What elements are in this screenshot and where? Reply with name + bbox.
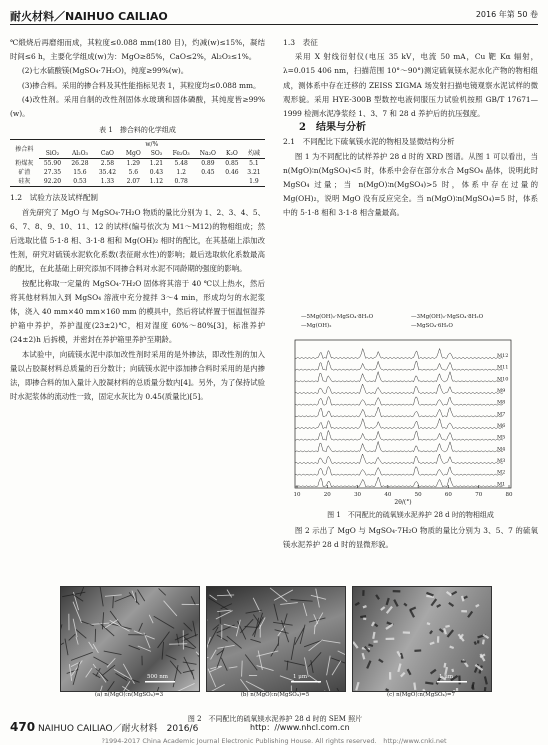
sem-texture	[322, 640, 341, 643]
table-cell: 0.85	[221, 159, 243, 169]
sem-texture	[355, 603, 359, 605]
table-row	[10, 159, 265, 169]
section-heading: 1.2 试验方法及试样配制	[10, 191, 265, 205]
xrd-trace	[295, 372, 503, 382]
paragraph: (4)改性剂。采用自制的改性剂固体水玻璃和固体磷酸，其纯度皆≥99%(w)。	[10, 93, 265, 121]
sem-texture	[123, 664, 134, 684]
sem-texture	[253, 598, 260, 612]
sem-texture	[61, 624, 62, 639]
sem-texture	[444, 663, 445, 668]
table-cell: 35.42	[94, 168, 122, 177]
table-cell	[221, 177, 243, 187]
sem-texture	[71, 652, 93, 660]
sem-panel-b	[206, 586, 346, 692]
table-header-cell: SO₃	[145, 149, 167, 159]
sem-texture	[93, 657, 108, 665]
sem-texture	[208, 684, 225, 691]
sem-texture	[242, 661, 243, 677]
sem-texture	[122, 681, 130, 691]
xrd-trace	[295, 467, 503, 476]
sample-label: M11	[497, 365, 508, 371]
sem-texture	[246, 610, 262, 613]
sem-texture	[387, 598, 389, 605]
xrd-trace	[295, 419, 503, 429]
section-title: 2 结果与分析	[283, 121, 538, 135]
sem-texture	[208, 598, 227, 610]
sem-texture	[198, 656, 199, 665]
sem-texture	[314, 625, 315, 634]
sem-texture	[170, 661, 181, 674]
sem-texture	[439, 629, 443, 632]
sem-texture	[387, 607, 392, 614]
sem-texture	[449, 603, 454, 606]
legend-entry: —MgSO₄·6H₂O	[411, 323, 453, 329]
xrd-trace	[295, 430, 503, 440]
table-cell: 5.1	[243, 159, 265, 169]
sample-label: M7	[497, 411, 505, 417]
sem-texture	[110, 620, 130, 631]
sem-texture	[332, 661, 341, 675]
legend-entry: —5Mg(OH)₂·MgSO₄·8H₂O	[301, 313, 374, 320]
sem-texture	[72, 661, 83, 676]
table-cell: 5.6	[121, 168, 145, 177]
paragraph: 采用 X 射线衍射仪(电压 35 kV，电流 50 mA，Cu 靶 Kα 辐射，λ=0.015 406 nm，扫描范围 10°～90°)测定硫氧镁水泥水化产物的物相组成，测体系中存在迁移的 ZEISS ΣIGMA 场发射扫描电镜观察水泥试样的微观形貌。采用 HYE-300B 型数控电液伺服压力试验机按照 GB/T 17671—1999 检测水泥净浆经 1、3、7 和 28 d 养护后的抗压强度。	[283, 50, 538, 121]
legend-entry: —3Mg(OH)₂·MgSO₄·8H₂O	[411, 313, 484, 320]
xrd-trace	[295, 361, 503, 371]
sem-texture	[386, 689, 389, 690]
table-cell: 0.46	[221, 168, 243, 177]
sem-texture	[125, 677, 140, 682]
sem-texture	[217, 595, 234, 596]
copyright-line: ?1994-2017 China Academic Journal Electronic Publishing House. All rights reserved. http://www.cnki.net	[0, 736, 548, 745]
right-column-lower	[283, 524, 538, 552]
xrd-figure	[283, 310, 538, 505]
sem-texture	[159, 588, 166, 595]
sem-texture	[431, 599, 436, 606]
sem-texture	[257, 666, 274, 671]
running-header	[10, 6, 538, 24]
table-cell: 0.43	[145, 168, 167, 177]
sem-texture	[149, 615, 153, 623]
table-cell: 1.29	[121, 159, 145, 169]
xrd-trace	[295, 407, 503, 417]
sem-texture	[308, 652, 321, 666]
sem-texture	[367, 661, 370, 669]
table-header-cell: Al₂O₃	[66, 149, 94, 159]
sem-texture	[381, 607, 385, 610]
x-tick-label: 60	[445, 492, 452, 498]
sem-texture	[76, 637, 78, 645]
sem-texture	[368, 645, 372, 646]
xrd-trace	[295, 441, 503, 452]
sample-label: M6	[497, 423, 505, 429]
sem-texture	[311, 595, 326, 599]
sem-texture	[169, 644, 187, 645]
table-cell: 15.6	[66, 168, 94, 177]
sem-texture	[462, 596, 463, 601]
sem-texture	[271, 644, 279, 657]
sem-texture	[294, 688, 296, 691]
sem-texture	[73, 662, 79, 685]
xrd-trace	[295, 477, 503, 487]
sample-label: M9	[497, 388, 505, 394]
footer-journal: NAIHUO CAILIAO／耐火材料 2016/6	[38, 724, 198, 734]
sample-label: M3	[497, 458, 505, 464]
sem-texture	[184, 623, 192, 631]
sem-texture	[485, 676, 487, 684]
sem-texture	[287, 661, 288, 671]
sem-texture	[217, 645, 234, 648]
sem-texture	[245, 626, 257, 627]
sem-figure	[60, 586, 490, 704]
sem-texture	[450, 647, 454, 648]
sem-panel-a	[60, 586, 200, 692]
sem-texture	[316, 589, 320, 608]
sem-texture	[103, 665, 115, 675]
sem-texture	[291, 637, 295, 660]
sem-texture	[404, 604, 407, 606]
paragraph: 图 1 为不同配比的试样养护 28 d 时的 XRD 图谱。从图 1 可以看出，当 n(MgO)∶n(MgSO₄)<5 时，体系中会存在部分水合 MgSO₄ 晶体，说明此时 MgSO₄ 过量；当 n(MgO)∶n(MgSO₄)>5 时，体系中存在过量的 Mg(OH)₂，说明 MgO 没有反应完全。当 n(MgO)∶n(MgSO₄)=5 时，体系中的 5·1·8 相和 3·1·8 相含量最高。	[283, 150, 538, 221]
sem-texture	[326, 680, 332, 691]
table-header-cell: Fe₂O₃	[167, 149, 194, 159]
sem-texture	[363, 653, 365, 659]
sem-texture	[245, 654, 257, 670]
sem-texture	[208, 669, 216, 687]
table-header-cell: CaO	[94, 149, 122, 159]
sem-texture	[115, 595, 131, 601]
table-cell: 2.58	[94, 159, 122, 169]
sem-texture	[280, 603, 298, 605]
sem-texture	[207, 657, 209, 664]
sem-texture	[99, 686, 102, 691]
sem-texture	[483, 635, 488, 639]
paragraph: ℃煅烧后再磨细而成，其粒度≤0.088 mm(180 目)，灼减(w)≤15%，凝结时间≤6 h，主要化学组成(w)为：MgO≥85%，CaO≤2%，Al₂O₃≤1%。	[10, 36, 265, 64]
x-tick-label: 30	[354, 492, 361, 498]
footer-url: http：//www.nhcl.com.cn	[250, 722, 350, 733]
sem-texture	[69, 634, 76, 640]
sem-texture	[468, 611, 472, 617]
sem-texture	[89, 642, 94, 649]
figure-1-caption: 图 1 不同配比的硫氧镁水泥养护 28 d 时的物相组成	[283, 510, 538, 520]
sample-label: M12	[497, 353, 508, 359]
table-cell: 0.89	[195, 159, 221, 169]
sem-texture	[193, 621, 196, 637]
sem-texture	[164, 601, 177, 616]
sample-label: M10	[497, 376, 508, 382]
sample-label: M1	[497, 481, 505, 487]
sem-texture	[410, 610, 414, 617]
table-header-cell: K₂O	[221, 149, 243, 159]
sem-texture	[80, 587, 84, 596]
sample-label: M8	[497, 400, 505, 406]
sem-texture	[217, 635, 228, 641]
sem-texture	[475, 642, 476, 645]
sem-texture	[408, 669, 411, 675]
sem-texture	[309, 640, 323, 651]
sem-texture	[423, 689, 428, 691]
header-rule	[10, 24, 538, 25]
sem-texture	[93, 664, 106, 682]
sem-texture	[61, 643, 64, 654]
table-cell: 3.21	[243, 168, 265, 177]
sem-texture	[452, 669, 453, 672]
x-tick-label: 50	[415, 492, 422, 498]
sem-texture	[113, 596, 114, 608]
xrd-trace	[295, 397, 503, 406]
sem-texture	[303, 603, 307, 616]
scale-bar-label: 500 nm	[147, 674, 169, 680]
subsection-heading: 2.1 不同配比下硫氧镁水泥的物相及显微结构分析	[283, 135, 538, 149]
sem-texture	[72, 594, 83, 601]
sem-texture	[138, 590, 145, 602]
sem-texture	[338, 651, 345, 661]
sem-texture	[304, 640, 322, 647]
table-cell: 1.2	[167, 168, 194, 177]
table-cell: 1.12	[145, 177, 167, 187]
paragraph: 本试验中，向硫镁水泥中添加改性剂时采用的是外掺法，即改性剂的加入量以占胶凝材料总质量的百分数计；向硫镁水泥中添加掺合料时采用的是内掺法，即掺合料的加入量计入胶凝材料的总质量分数内[4]。另外，为了保持试验时水泥浆体的流动性一致，固定水灰比为 0.45(质量比)[5]。	[10, 348, 265, 405]
table-row	[10, 177, 265, 187]
sem-texture	[184, 646, 194, 649]
table-cell: 55.90	[39, 159, 67, 169]
sem-texture	[375, 624, 378, 626]
composition-table	[10, 139, 265, 187]
xrd-trace	[295, 384, 503, 394]
sem-texture	[86, 668, 92, 677]
sem-texture	[238, 621, 246, 639]
sem-texture	[257, 651, 279, 656]
panel-b-label: (b) n(MgO):n(MgSO₄)=5	[206, 692, 344, 698]
sem-texture	[183, 662, 197, 664]
sem-texture	[102, 681, 114, 691]
sem-texture	[414, 683, 415, 690]
x-tick-label: 40	[384, 492, 391, 498]
sem-texture	[376, 595, 379, 599]
sem-texture	[100, 623, 115, 636]
paragraph: 按配比称取一定量的 MgSO₄·7H₂O 固体将其溶于 40 ℃以上热水，然后将其他材料加入到 MgSO₄ 溶液中充分搅拌 3～4 min，形成均匀的水泥浆体，浇入 40 mm×40 mm×160 mm 的模具中，然后将试样置于恒温恒湿养护箱中养护，养护温度(23±2)℃，相对湿度 60%～80%[3]，标准养护(24±2)h 后拆模，并密封在养护箱里养护至期龄。	[10, 277, 265, 348]
table-cell: 0.45	[195, 168, 221, 177]
legend-entry: —Mg(OH)₂	[301, 322, 331, 329]
table-caption: 表 1 掺合料的化学组成	[10, 123, 265, 137]
sem-texture	[229, 667, 238, 668]
sem-texture	[89, 623, 110, 624]
sem-texture	[394, 600, 398, 607]
sem-texture	[104, 651, 122, 655]
table-row-label: 硅灰	[10, 177, 39, 187]
table-header-cell: 灼减	[243, 149, 265, 159]
sample-label: M4	[497, 446, 505, 452]
sem-texture	[81, 621, 93, 626]
scale-bar-label: 1 μm	[293, 674, 308, 680]
sem-texture	[65, 639, 68, 656]
table-cell: 5.48	[167, 159, 194, 169]
scale-bar-label: 1 μm	[439, 674, 454, 680]
sem-texture	[177, 683, 195, 691]
sem-texture	[73, 592, 78, 610]
table-cell: 1.9	[243, 177, 265, 187]
table-cell: 0.53	[66, 177, 94, 187]
table-cell: 1.21	[145, 159, 167, 169]
journal-title: 耐火材料／NAIHUO CAILIAO	[10, 8, 168, 24]
sem-texture	[327, 656, 331, 676]
sem-texture	[139, 623, 143, 632]
sem-texture	[445, 626, 449, 627]
footer	[10, 720, 538, 734]
table-header-cell: Na₂O	[195, 149, 221, 159]
sem-texture	[397, 651, 400, 656]
issue-info: 2016 年第 50 卷	[476, 9, 538, 20]
sem-texture	[373, 632, 374, 639]
sem-texture	[71, 663, 79, 667]
sem-texture	[427, 623, 430, 624]
sem-texture	[314, 614, 318, 624]
page-number: 470	[10, 720, 35, 734]
table-cell: 26.28	[66, 159, 94, 169]
sem-panel-c	[352, 586, 492, 692]
sem-texture	[240, 679, 250, 691]
sem-texture	[444, 628, 446, 634]
paragraph: 首先研究了 MgO 与 MgSO₄·7H₂O 物质的量比分别为 1、2、3、4、5、6、7、8、9、10、11、12 的试样(编号依次为 M1～M12)的物相组成；然后选取比值 5·1·8 相、3·1·8 相和 Mg(OH)₂ 相时的配比，在其基础上添加改性剂，研究对硫镁水泥软化系数(表征耐水性)的影响；最后选取软化系数最高的配比，在此基础上研究添加不同掺合料对水泥不同龄期的强度的影响。	[10, 206, 265, 277]
sem-texture	[430, 643, 434, 645]
sem-texture	[93, 644, 98, 653]
sem-texture	[183, 670, 194, 673]
x-tick-label: 10	[294, 492, 301, 498]
sem-texture	[274, 604, 278, 621]
table-header-cell: MgO	[121, 149, 145, 159]
sem-texture	[401, 673, 405, 677]
sem-texture	[227, 590, 232, 598]
x-tick-label: 70	[475, 492, 482, 498]
sem-texture	[100, 587, 103, 606]
left-column	[10, 36, 265, 404]
sem-texture	[173, 665, 178, 687]
sem-texture	[356, 682, 358, 690]
scale-bar	[291, 681, 321, 683]
table-cell: 27.35	[39, 168, 67, 177]
sem-texture	[372, 622, 374, 626]
sem-texture	[485, 687, 486, 691]
table-stub: 掺合料	[10, 140, 39, 159]
sem-texture	[138, 646, 151, 651]
sem-texture	[93, 673, 100, 677]
table-cell	[195, 177, 221, 187]
sem-texture	[280, 676, 294, 681]
sem-texture	[464, 596, 468, 598]
sem-texture	[483, 640, 484, 645]
xrd-frame	[295, 340, 511, 488]
table-cell: 1.33	[94, 177, 122, 187]
sem-texture	[360, 616, 366, 617]
sem-texture	[430, 631, 432, 634]
sem-texture	[105, 595, 122, 596]
sem-texture	[154, 616, 174, 628]
sem-texture	[452, 592, 457, 595]
sem-texture	[398, 664, 400, 672]
x-tick-label: 80	[506, 492, 513, 498]
table-cell: 0.78	[167, 177, 194, 187]
sem-texture	[221, 658, 227, 671]
paragraph: (3)掺合料。采用的掺合料及其性能指标见表 1，其粒度均≤0.088 mm。	[10, 79, 265, 93]
sem-texture	[386, 624, 393, 629]
sem-texture	[410, 607, 416, 610]
sem-texture	[96, 668, 108, 681]
sem-texture	[476, 605, 479, 607]
table-row	[10, 168, 265, 177]
sem-texture	[217, 647, 225, 669]
sem-texture	[337, 688, 344, 691]
sem-texture	[129, 592, 139, 604]
sem-texture	[136, 592, 137, 602]
sem-texture	[191, 596, 195, 604]
panel-c-label: (c) n(MgO):n(MgSO₄)=7	[352, 692, 490, 698]
table-row-label: 粉煤灰	[10, 159, 39, 169]
sem-texture	[246, 681, 264, 690]
panel-a-label: (a) n(MgO):n(MgSO₄)=3	[60, 692, 198, 698]
sem-texture	[425, 683, 433, 684]
sem-texture	[291, 600, 313, 602]
sample-label: M5	[497, 435, 505, 441]
table-unit: w/%	[39, 140, 265, 150]
sem-texture	[447, 630, 453, 637]
table-row-label: 矿渣	[10, 168, 39, 177]
right-column	[283, 36, 538, 221]
sem-texture	[154, 687, 158, 691]
sem-texture	[217, 610, 231, 611]
table-cell: 92.20	[39, 177, 67, 187]
sem-texture	[437, 605, 441, 607]
x-axis-label: 2θ/(°)	[394, 499, 411, 505]
table-header-cell: SiO₂	[39, 149, 67, 159]
sem-texture	[192, 670, 195, 679]
x-tick-label: 20	[324, 492, 331, 498]
sem-texture	[331, 658, 345, 664]
sem-texture	[278, 636, 279, 645]
scale-bar	[145, 681, 175, 683]
table-cell: 2.07	[121, 177, 145, 187]
paragraph: 图 2 示出了 MgO 与 MgSO₄·7H₂O 物质的量比分别为 3、5、7 的硫氧镁水泥养护 28 d 时的显微形貌。	[283, 524, 538, 552]
sem-texture	[447, 592, 452, 595]
paragraph: (2)七水硫酸镁(MgSO₄·7H₂O)，纯度≥99%(w)。	[10, 64, 265, 78]
xrd-trace	[295, 454, 503, 464]
sem-texture	[379, 659, 383, 662]
sem-texture	[363, 606, 367, 607]
sem-texture	[211, 650, 217, 660]
sem-texture	[431, 670, 436, 674]
sample-label: M2	[497, 470, 505, 476]
scale-bar	[437, 681, 467, 683]
sem-texture	[353, 642, 358, 648]
sem-texture	[166, 655, 177, 660]
sem-texture	[162, 642, 164, 660]
figure-2-caption: 图 2 不同配比的硫氧镁水泥养护 28 d 时的 SEM 照片	[60, 714, 490, 724]
section-heading: 1.3 表征	[283, 36, 538, 50]
xrd-trace	[295, 349, 503, 359]
sem-texture	[284, 614, 287, 625]
sem-texture	[250, 639, 260, 642]
